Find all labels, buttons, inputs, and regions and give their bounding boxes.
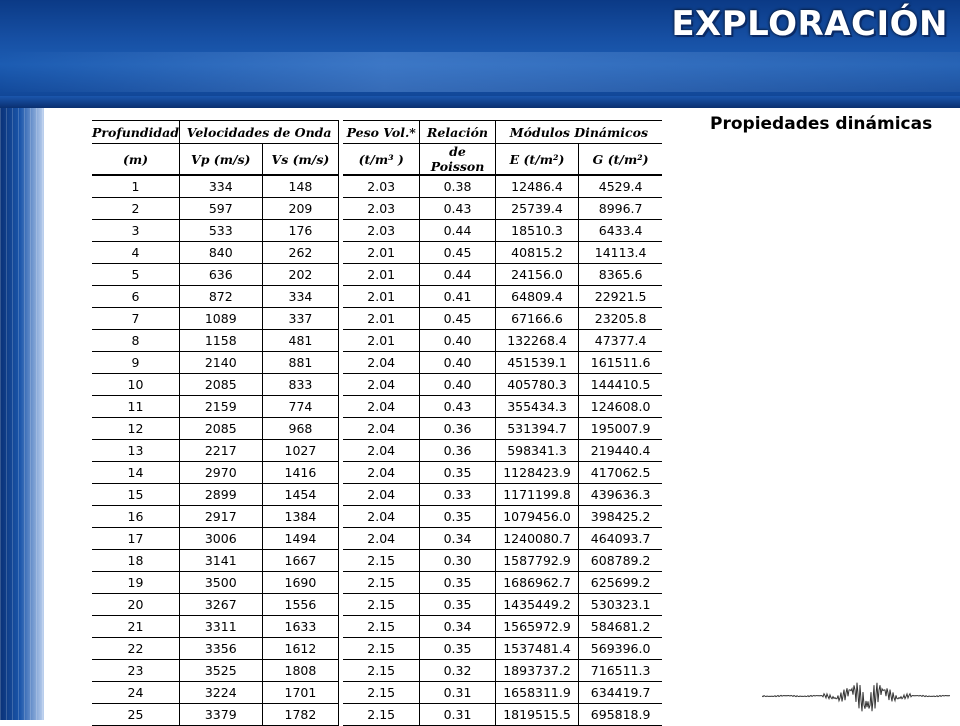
cell-profundidad: 14: [92, 462, 179, 484]
header-row-1: [92, 121, 662, 144]
header-profundidad: Profundidad: [92, 121, 179, 144]
cell-peso: 2.01: [343, 242, 420, 264]
cell-peso: 2.15: [343, 550, 420, 572]
cell-peso: 2.03: [343, 175, 420, 198]
cell-g: 530323.1: [579, 594, 662, 616]
cell-profundidad: 15: [92, 484, 179, 506]
header-g: G (t/m²): [579, 144, 662, 176]
cell-e: 1686962.7: [495, 572, 578, 594]
cell-vp: 872: [179, 286, 262, 308]
cell-profundidad: 6: [92, 286, 179, 308]
cell-vs: 1027: [262, 440, 339, 462]
header-e: E (t/m²): [495, 144, 578, 176]
cell-e: 598341.3: [495, 440, 578, 462]
left-decor-lines: [0, 108, 44, 720]
cell-vs: 202: [262, 264, 339, 286]
table-row: [92, 242, 662, 264]
cell-e: 1819515.5: [495, 704, 578, 726]
cell-profundidad: 13: [92, 440, 179, 462]
cell-poisson: 0.32: [420, 660, 496, 682]
cell-g: 6433.4: [579, 220, 662, 242]
cell-vp: 3500: [179, 572, 262, 594]
cell-poisson: 0.36: [420, 418, 496, 440]
cell-profundidad: 5: [92, 264, 179, 286]
cell-profundidad: 21: [92, 616, 179, 638]
cell-vp: 3224: [179, 682, 262, 704]
cell-e: 1079456.0: [495, 506, 578, 528]
slide-subtitle: Propiedades dinámicas: [710, 114, 933, 134]
cell-g: 417062.5: [579, 462, 662, 484]
cell-vs: 1808: [262, 660, 339, 682]
cell-poisson: 0.43: [420, 198, 496, 220]
cell-vs: 968: [262, 418, 339, 440]
cell-e: 25739.4: [495, 198, 578, 220]
cell-e: 67166.6: [495, 308, 578, 330]
cell-e: 355434.3: [495, 396, 578, 418]
cell-vp: 3311: [179, 616, 262, 638]
header-peso: Peso Vol.*: [343, 121, 420, 144]
cell-e: 1565972.9: [495, 616, 578, 638]
cell-peso: 2.01: [343, 264, 420, 286]
table-row: [92, 308, 662, 330]
cell-profundidad: 4: [92, 242, 179, 264]
header-relacion: Relación: [420, 121, 496, 144]
cell-g: 23205.8: [579, 308, 662, 330]
cell-poisson: 0.35: [420, 638, 496, 660]
cell-vs: 481: [262, 330, 339, 352]
cell-vp: 3267: [179, 594, 262, 616]
cell-peso: 2.03: [343, 198, 420, 220]
cell-vs: 881: [262, 352, 339, 374]
cell-poisson: 0.34: [420, 528, 496, 550]
table-row: [92, 198, 662, 220]
cell-vp: 3356: [179, 638, 262, 660]
cell-poisson: 0.45: [420, 242, 496, 264]
cell-peso: 2.15: [343, 682, 420, 704]
cell-vs: 148: [262, 175, 339, 198]
cell-g: 47377.4: [579, 330, 662, 352]
cell-vp: 3379: [179, 704, 262, 726]
cell-profundidad: 3: [92, 220, 179, 242]
table-row: [92, 220, 662, 242]
table-body: [92, 175, 662, 726]
table-row: [92, 374, 662, 396]
cell-peso: 2.01: [343, 308, 420, 330]
cell-vs: 774: [262, 396, 339, 418]
cell-profundidad: 19: [92, 572, 179, 594]
cell-vs: 1633: [262, 616, 339, 638]
cell-g: 716511.3: [579, 660, 662, 682]
cell-vs: 1454: [262, 484, 339, 506]
cell-peso: 2.01: [343, 286, 420, 308]
cell-vp: 2899: [179, 484, 262, 506]
cell-profundidad: 1: [92, 175, 179, 198]
cell-vp: 3006: [179, 528, 262, 550]
cell-profundidad: 17: [92, 528, 179, 550]
cell-poisson: 0.33: [420, 484, 496, 506]
cell-g: 439636.3: [579, 484, 662, 506]
cell-e: 1171199.8: [495, 484, 578, 506]
cell-poisson: 0.31: [420, 704, 496, 726]
header-bottom-band: [0, 96, 960, 108]
cell-g: 124608.0: [579, 396, 662, 418]
slide-title: EXPLORACIÓN: [671, 4, 948, 44]
cell-vp: 1089: [179, 308, 262, 330]
cell-vp: 2917: [179, 506, 262, 528]
cell-e: 531394.7: [495, 418, 578, 440]
table-row: [92, 330, 662, 352]
cell-g: 464093.7: [579, 528, 662, 550]
table-row: [92, 286, 662, 308]
seismogram-icon: [762, 678, 950, 714]
cell-poisson: 0.40: [420, 330, 496, 352]
cell-vs: 1782: [262, 704, 339, 726]
cell-vp: 597: [179, 198, 262, 220]
cell-e: 405780.3: [495, 374, 578, 396]
header-m: (m): [92, 144, 179, 176]
cell-vp: 636: [179, 264, 262, 286]
cell-peso: 2.04: [343, 506, 420, 528]
cell-g: 4529.4: [579, 175, 662, 198]
cell-peso: 2.15: [343, 638, 420, 660]
cell-peso: 2.04: [343, 352, 420, 374]
header-peso-unit: (t/m³ ): [343, 144, 420, 176]
cell-peso: 2.04: [343, 484, 420, 506]
cell-g: 144410.5: [579, 374, 662, 396]
header-modulos: Módulos Dinámicos: [495, 121, 662, 144]
table-row: [92, 704, 662, 726]
cell-e: 132268.4: [495, 330, 578, 352]
cell-e: 1537481.4: [495, 638, 578, 660]
cell-vs: 1667: [262, 550, 339, 572]
cell-peso: 2.15: [343, 616, 420, 638]
cell-poisson: 0.43: [420, 396, 496, 418]
cell-poisson: 0.45: [420, 308, 496, 330]
cell-profundidad: 2: [92, 198, 179, 220]
cell-vp: 1158: [179, 330, 262, 352]
cell-vp: 3525: [179, 660, 262, 682]
cell-e: 1240080.7: [495, 528, 578, 550]
table-row: [92, 660, 662, 682]
cell-profundidad: 22: [92, 638, 179, 660]
cell-vp: 533: [179, 220, 262, 242]
cell-poisson: 0.31: [420, 682, 496, 704]
cell-peso: 2.04: [343, 462, 420, 484]
cell-profundidad: 10: [92, 374, 179, 396]
table-row: [92, 550, 662, 572]
cell-poisson: 0.35: [420, 594, 496, 616]
cell-e: 451539.1: [495, 352, 578, 374]
table-row: [92, 462, 662, 484]
cell-vs: 1494: [262, 528, 339, 550]
table-row: [92, 484, 662, 506]
cell-peso: 2.15: [343, 572, 420, 594]
table-row: [92, 418, 662, 440]
cell-g: 584681.2: [579, 616, 662, 638]
cell-poisson: 0.34: [420, 616, 496, 638]
cell-g: 608789.2: [579, 550, 662, 572]
table-row: [92, 682, 662, 704]
cell-poisson: 0.44: [420, 264, 496, 286]
cell-g: 8996.7: [579, 198, 662, 220]
cell-peso: 2.04: [343, 418, 420, 440]
table-row: [92, 352, 662, 374]
cell-g: 8365.6: [579, 264, 662, 286]
cell-g: 22921.5: [579, 286, 662, 308]
table-row: [92, 528, 662, 550]
cell-profundidad: 8: [92, 330, 179, 352]
cell-profundidad: 18: [92, 550, 179, 572]
cell-vs: 337: [262, 308, 339, 330]
cell-vp: 2140: [179, 352, 262, 374]
cell-peso: 2.04: [343, 528, 420, 550]
cell-g: 219440.4: [579, 440, 662, 462]
table-image: [60, 112, 680, 720]
cell-vs: 833: [262, 374, 339, 396]
header-poisson: de Poisson: [420, 144, 496, 176]
cell-e: 1658311.9: [495, 682, 578, 704]
table-row: [92, 264, 662, 286]
cell-peso: 2.15: [343, 594, 420, 616]
cell-vs: 1612: [262, 638, 339, 660]
table-row: [92, 572, 662, 594]
cell-vp: 2159: [179, 396, 262, 418]
cell-poisson: 0.40: [420, 352, 496, 374]
left-decor-strip: [0, 108, 44, 720]
cell-profundidad: 12: [92, 418, 179, 440]
table-row: [92, 638, 662, 660]
cell-e: 1893737.2: [495, 660, 578, 682]
cell-vs: 262: [262, 242, 339, 264]
cell-vs: 176: [262, 220, 339, 242]
cell-e: 1435449.2: [495, 594, 578, 616]
cell-poisson: 0.35: [420, 506, 496, 528]
cell-vp: 334: [179, 175, 262, 198]
header-vp: Vp (m/s): [179, 144, 262, 176]
cell-vp: 3141: [179, 550, 262, 572]
cell-vs: 1384: [262, 506, 339, 528]
table-row: [92, 175, 662, 198]
cell-vp: 2970: [179, 462, 262, 484]
table-row: [92, 594, 662, 616]
cell-peso: 2.04: [343, 374, 420, 396]
cell-poisson: 0.40: [420, 374, 496, 396]
cell-vp: 2217: [179, 440, 262, 462]
cell-poisson: 0.30: [420, 550, 496, 572]
cell-poisson: 0.41: [420, 286, 496, 308]
cell-g: 398425.2: [579, 506, 662, 528]
cell-e: 64809.4: [495, 286, 578, 308]
cell-peso: 2.04: [343, 440, 420, 462]
table-row: [92, 440, 662, 462]
cell-vp: 840: [179, 242, 262, 264]
cell-profundidad: 23: [92, 660, 179, 682]
cell-poisson: 0.44: [420, 220, 496, 242]
cell-vs: 1416: [262, 462, 339, 484]
cell-profundidad: 20: [92, 594, 179, 616]
table-row: [92, 616, 662, 638]
table-row: [92, 396, 662, 418]
cell-g: 14113.4: [579, 242, 662, 264]
cell-profundidad: 16: [92, 506, 179, 528]
cell-poisson: 0.36: [420, 440, 496, 462]
cell-profundidad: 24: [92, 682, 179, 704]
cell-peso: 2.03: [343, 220, 420, 242]
cell-e: 40815.2: [495, 242, 578, 264]
cell-g: 625699.2: [579, 572, 662, 594]
slide-header: [0, 0, 960, 108]
cell-g: 634419.7: [579, 682, 662, 704]
cell-vs: 334: [262, 286, 339, 308]
cell-poisson: 0.38: [420, 175, 496, 198]
cell-vs: 209: [262, 198, 339, 220]
cell-e: 1587792.9: [495, 550, 578, 572]
cell-e: 18510.3: [495, 220, 578, 242]
dynamic-properties-table: [92, 120, 662, 726]
cell-profundidad: 9: [92, 352, 179, 374]
cell-profundidad: 25: [92, 704, 179, 726]
header-row-2: [92, 144, 662, 176]
cell-peso: 2.04: [343, 396, 420, 418]
cell-vs: 1690: [262, 572, 339, 594]
cell-peso: 2.01: [343, 330, 420, 352]
cell-e: 12486.4: [495, 175, 578, 198]
cell-profundidad: 7: [92, 308, 179, 330]
header-highlight: [0, 52, 960, 92]
cell-g: 695818.9: [579, 704, 662, 726]
cell-peso: 2.15: [343, 660, 420, 682]
cell-e: 1128423.9: [495, 462, 578, 484]
cell-vs: 1701: [262, 682, 339, 704]
cell-e: 24156.0: [495, 264, 578, 286]
cell-g: 161511.6: [579, 352, 662, 374]
header-velocidades: Velocidades de Onda: [179, 121, 338, 144]
cell-vs: 1556: [262, 594, 339, 616]
cell-g: 569396.0: [579, 638, 662, 660]
table-row: [92, 506, 662, 528]
cell-g: 195007.9: [579, 418, 662, 440]
cell-poisson: 0.35: [420, 572, 496, 594]
header-vs: Vs (m/s): [262, 144, 339, 176]
cell-peso: 2.15: [343, 704, 420, 726]
cell-vp: 2085: [179, 418, 262, 440]
cell-poisson: 0.35: [420, 462, 496, 484]
cell-profundidad: 11: [92, 396, 179, 418]
cell-vp: 2085: [179, 374, 262, 396]
